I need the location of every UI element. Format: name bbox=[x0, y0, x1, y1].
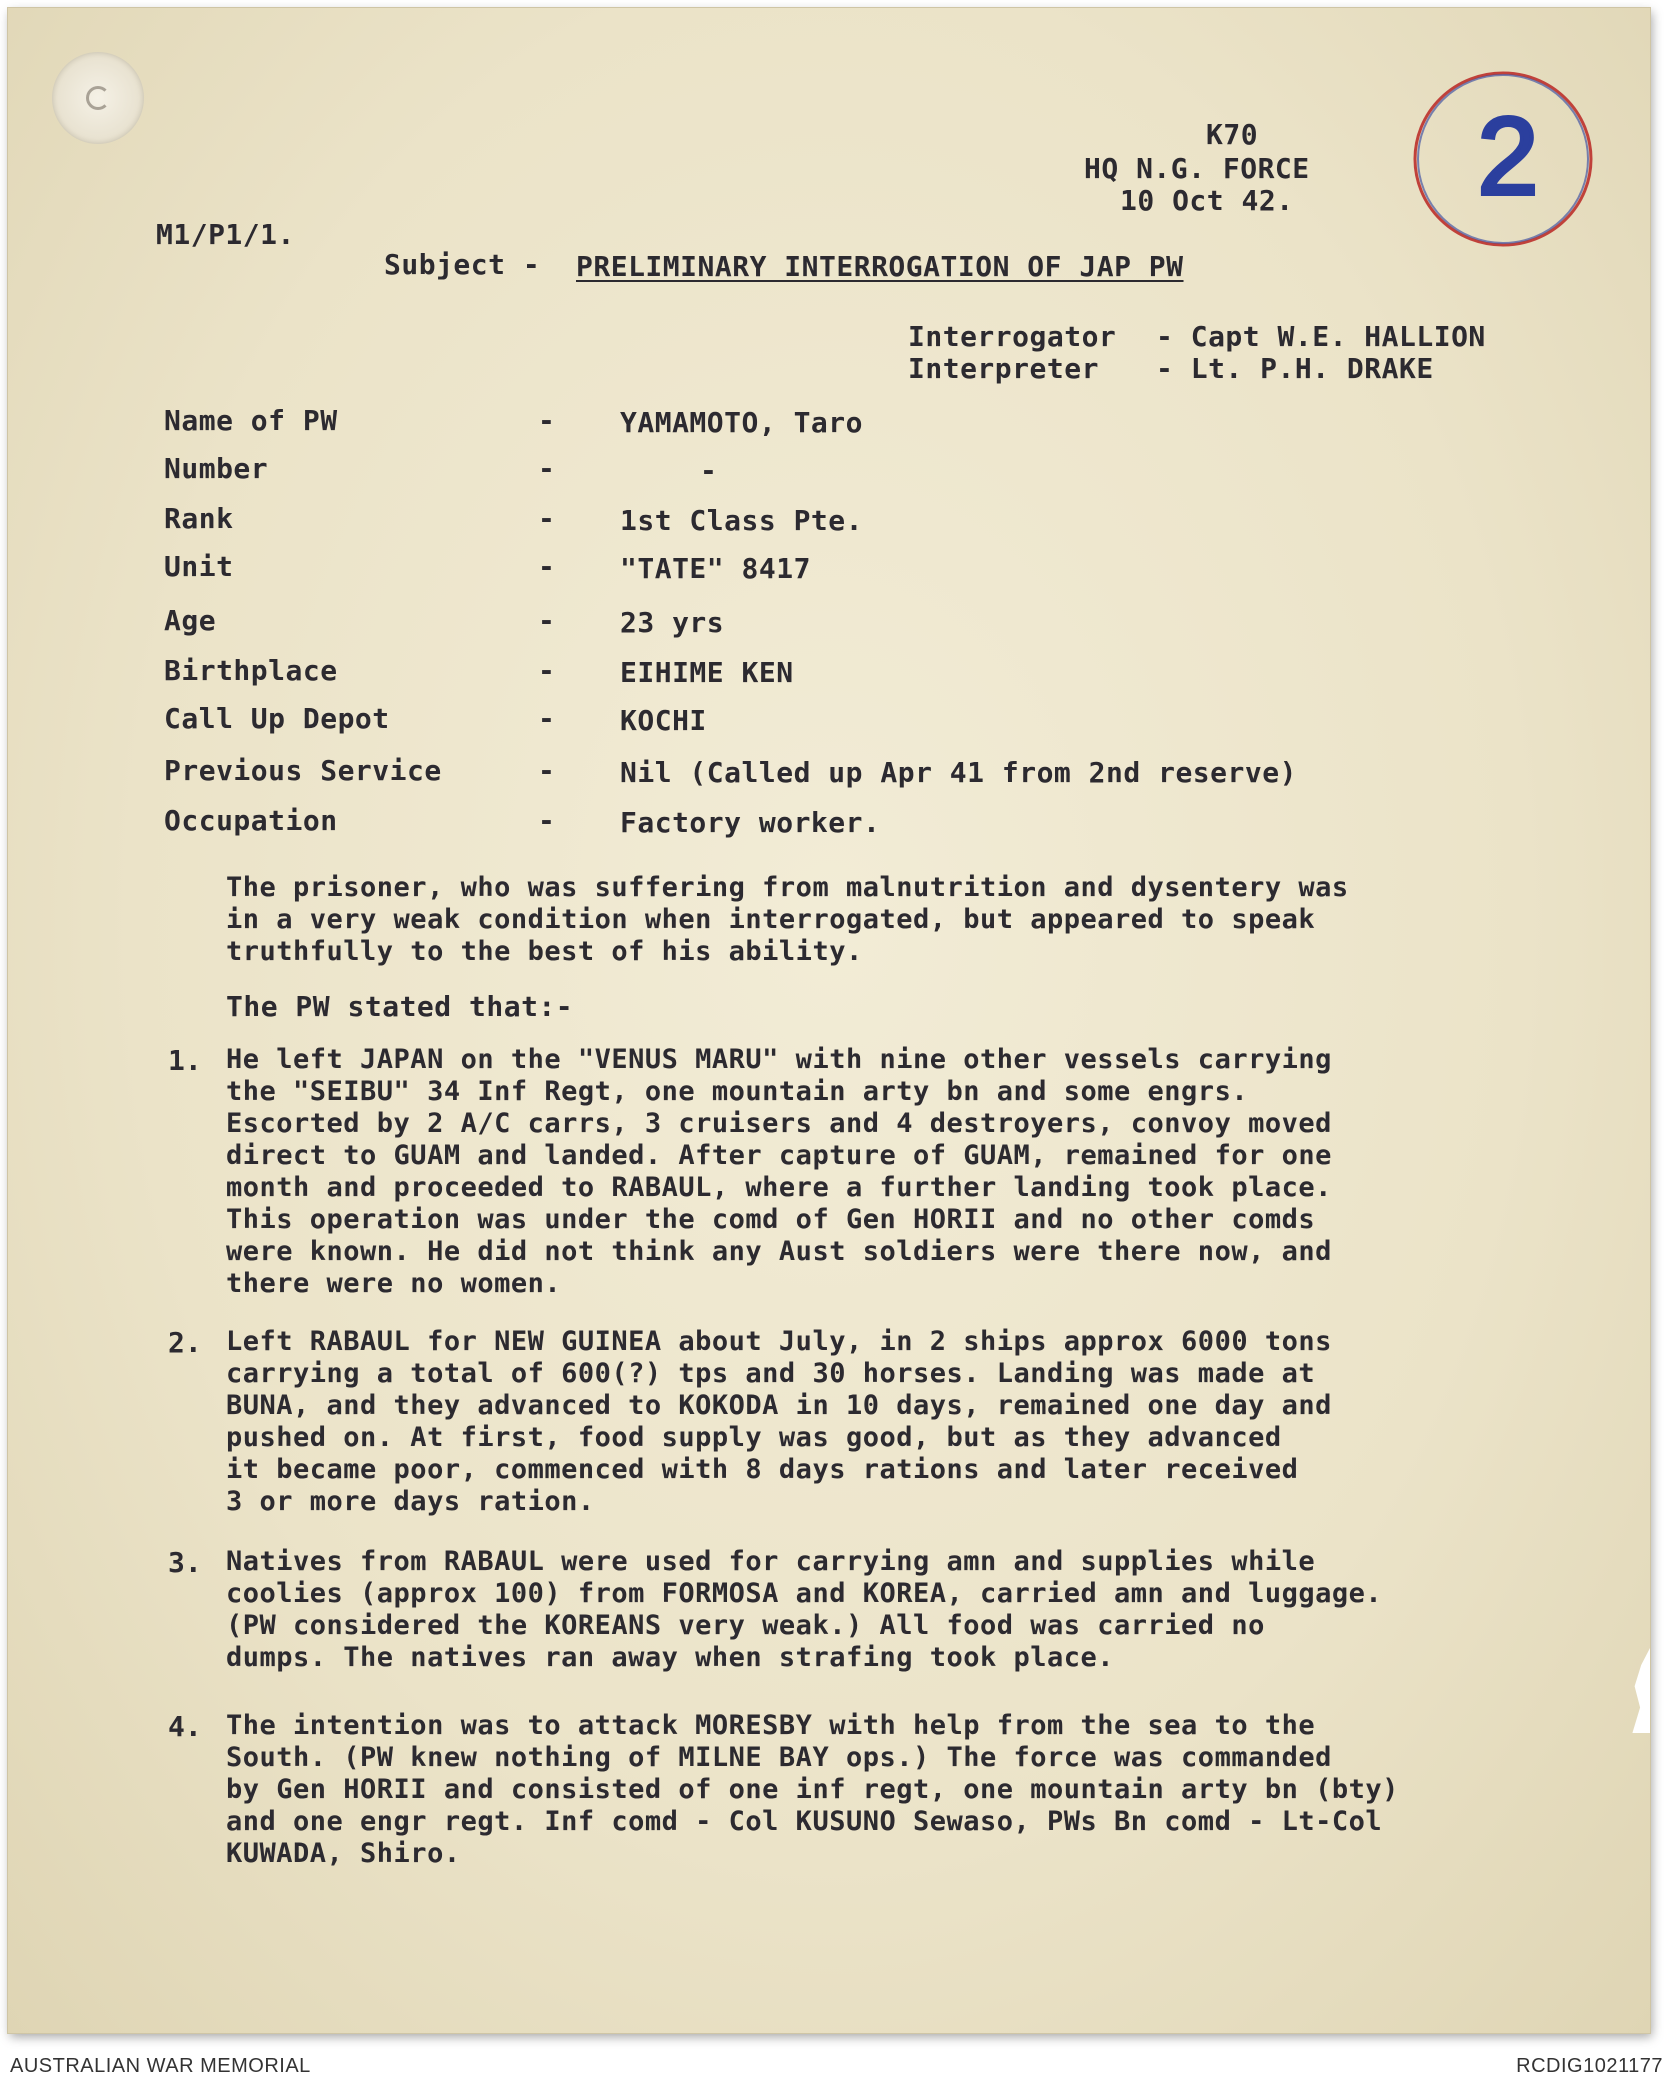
item-number: 1. bbox=[168, 1044, 202, 1077]
item-line: KUWADA, Shiro. bbox=[226, 1838, 461, 1869]
detail-value: YAMAMOTO, Taro bbox=[620, 406, 864, 439]
item-line: month and proceeded to RABAUL, where a further landing took place. bbox=[226, 1172, 1332, 1203]
detail-label: Name of PW bbox=[164, 404, 338, 437]
hq-heading: HQ N.G. FORCE bbox=[1084, 152, 1310, 185]
stamp-number: 2 bbox=[1477, 95, 1539, 218]
pencil-mark bbox=[86, 86, 110, 110]
footer-id: RCDIG1021177 bbox=[1516, 2055, 1663, 2077]
item-line: coolies (approx 100) from FORMOSA and KOREA, carried amn and luggage. bbox=[226, 1578, 1383, 1609]
item-line: BUNA, and they advanced to KOKODA in 10 days, remained one day and bbox=[226, 1390, 1332, 1421]
item-line: by Gen HORII and consisted of one inf regt, one mountain arty bn (bty) bbox=[226, 1774, 1399, 1805]
item-line: dumps. The natives ran away when strafing took place. bbox=[226, 1642, 1115, 1673]
detail-dash: - bbox=[538, 452, 556, 485]
detail-value: 1st Class Pte. bbox=[620, 504, 864, 537]
item-paragraph bbox=[226, 1710, 1399, 1870]
item-line: South. (PW knew nothing of MILNE BAY ops.) The force was commanded bbox=[226, 1742, 1332, 1773]
item-number: 3. bbox=[168, 1546, 202, 1579]
intro-line: truthfully to the best of his ability. bbox=[226, 936, 863, 967]
intro-line: The prisoner, who was suffering from malnutrition and dysentery was bbox=[226, 872, 1349, 903]
detail-value: "TATE" 8417 bbox=[620, 552, 811, 585]
file-number: M1/P1/1. bbox=[156, 218, 295, 251]
subject-label: Subject - bbox=[384, 248, 541, 281]
document-page bbox=[8, 8, 1650, 2033]
stamp-circle bbox=[1408, 64, 1598, 254]
detail-dash: - bbox=[538, 604, 556, 637]
item-line: it became poor, commenced with 8 days rations and later received bbox=[226, 1454, 1299, 1485]
item-line: (PW considered the KOREANS very weak.) All food was carried no bbox=[226, 1610, 1265, 1641]
item-line: pushed on. At first, food supply was good, but as they advanced bbox=[226, 1422, 1282, 1453]
item-line: The intention was to attack MORESBY with help from the sea to the bbox=[226, 1710, 1316, 1741]
detail-value: EIHIME KEN bbox=[620, 656, 794, 689]
intro-paragraph bbox=[226, 872, 1349, 968]
detail-dash: - bbox=[538, 654, 556, 687]
detail-value: Factory worker. bbox=[620, 806, 881, 839]
item-number: 2. bbox=[168, 1326, 202, 1359]
interpreter-role: Interpreter bbox=[908, 352, 1099, 385]
item-line: This operation was under the comd of Gen HORII and no other comds bbox=[226, 1204, 1316, 1235]
item-line: there were no women. bbox=[226, 1268, 562, 1299]
detail-value: - bbox=[700, 454, 718, 487]
item-line: Natives from RABAUL were used for carrying amn and supplies while bbox=[226, 1546, 1316, 1577]
detail-dash: - bbox=[538, 404, 556, 437]
subject-title: PRELIMINARY INTERROGATION OF JAP PW bbox=[576, 250, 1184, 283]
interrogator-role: Interrogator bbox=[908, 320, 1117, 353]
item-line: 3 or more days ration. bbox=[226, 1486, 595, 1517]
detail-dash: - bbox=[538, 702, 556, 735]
detail-label: Occupation bbox=[164, 804, 338, 837]
intro-line: in a very weak condition when interrogated, but appeared to speak bbox=[226, 904, 1316, 935]
item-line: Escorted by 2 A/C carrs, 3 cruisers and 4 destroyers, convoy moved bbox=[226, 1108, 1332, 1139]
item-number: 4. bbox=[168, 1710, 202, 1743]
item-line: the "SEIBU" 34 Inf Regt, one mountain arty bn and some engrs. bbox=[226, 1076, 1249, 1107]
ref-code: K70 bbox=[1206, 118, 1259, 151]
date: 10 Oct 42. bbox=[1120, 184, 1294, 217]
detail-value: 23 yrs bbox=[620, 606, 725, 639]
footer-source: AUSTRALIAN WAR MEMORIAL bbox=[10, 2055, 311, 2077]
torn-edge bbox=[1628, 1648, 1650, 1733]
stated-heading: The PW stated that:- bbox=[226, 990, 574, 1023]
interrogator-name: - Capt W.E. HALLION bbox=[1156, 320, 1486, 353]
detail-label: Age bbox=[164, 604, 217, 637]
item-line: carrying a total of 600(?) tps and 30 horses. Landing was made at bbox=[226, 1358, 1316, 1389]
detail-label: Rank bbox=[164, 502, 234, 535]
detail-value: KOCHI bbox=[620, 704, 707, 737]
detail-label: Number bbox=[164, 452, 269, 485]
detail-dash: - bbox=[538, 804, 556, 837]
detail-label: Birthplace bbox=[164, 654, 338, 687]
detail-dash: - bbox=[538, 754, 556, 787]
item-line: He left JAPAN on the "VENUS MARU" with nine other vessels carrying bbox=[226, 1044, 1332, 1075]
item-line: direct to GUAM and landed. After capture of GUAM, remained for one bbox=[226, 1140, 1332, 1171]
detail-label: Previous Service bbox=[164, 754, 442, 787]
detail-label: Call Up Depot bbox=[164, 702, 390, 735]
item-paragraph bbox=[226, 1044, 1332, 1300]
detail-dash: - bbox=[538, 502, 556, 535]
detail-value: Nil (Called up Apr 41 from 2nd reserve) bbox=[620, 756, 1297, 789]
item-line: Left RABAUL for NEW GUINEA about July, in 2 ships approx 6000 tons bbox=[226, 1326, 1332, 1357]
detail-dash: - bbox=[538, 550, 556, 583]
item-line: were known. He did not think any Aust soldiers were there now, and bbox=[226, 1236, 1332, 1267]
item-line: and one engr regt. Inf comd - Col KUSUNO Sewaso, PWs Bn comd - Lt-Col bbox=[226, 1806, 1383, 1837]
detail-label: Unit bbox=[164, 550, 234, 583]
interpreter-name: - Lt. P.H. DRAKE bbox=[1156, 352, 1434, 385]
item-paragraph bbox=[226, 1326, 1332, 1518]
item-paragraph bbox=[226, 1546, 1382, 1674]
